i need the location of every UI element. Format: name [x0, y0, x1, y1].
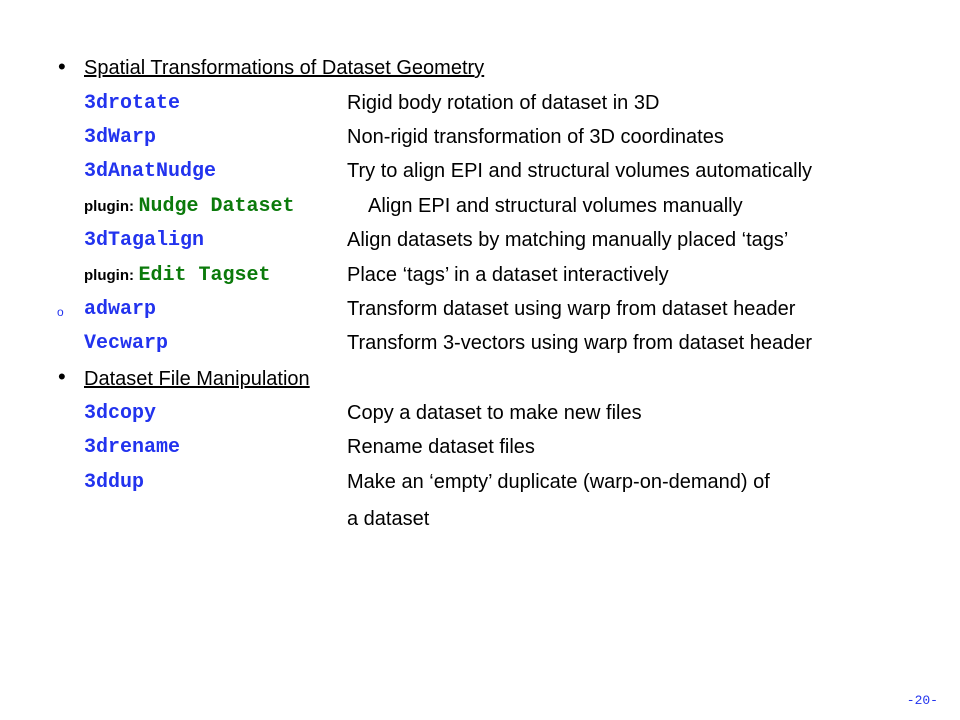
command-description: Align EPI and structural volumes manually [368, 195, 743, 217]
plugin-label [84, 264, 270, 287]
page-number: -20- [906, 693, 938, 708]
command-description: Rigid body rotation of dataset in 3D [347, 92, 660, 114]
sub-bullet-marker: o [57, 305, 64, 319]
command-name: 3dcopy [84, 402, 157, 425]
section-heading-file-manipulation: Dataset File Manipulation [84, 368, 310, 390]
command-description: Try to align EPI and structural volumes automatically [347, 160, 813, 182]
list-item [84, 471, 944, 499]
command-description: Copy a dataset to make new files [347, 402, 642, 424]
plugin-prefix: plugin: [84, 198, 134, 215]
plugin-label [84, 195, 294, 218]
list-item [84, 126, 944, 154]
list-item [84, 436, 944, 464]
command-description: Place ‘tags’ in a dataset interactively [347, 264, 669, 286]
description-continuation: a dataset [347, 508, 430, 530]
section-heading-spatial: Spatial Transformations of Dataset Geometry [84, 57, 485, 79]
list-item [84, 264, 944, 292]
bullet-dot: • [58, 54, 66, 79]
command-name: Vecwarp [84, 332, 169, 355]
command-name: adwarp [84, 298, 157, 321]
command-description: Non-rigid transformation of 3D coordinates [347, 126, 724, 148]
command-name: 3dAnatNudge [84, 160, 217, 183]
command-description: Rename dataset files [347, 436, 535, 458]
list-item [84, 92, 944, 120]
command-description: Transform dataset using warp from dataset header [347, 298, 796, 320]
plugin-name: Edit Tagset [138, 264, 271, 287]
list-item [84, 229, 944, 257]
command-name: 3dWarp [84, 126, 157, 149]
command-description: Align datasets by matching manually placed ‘tags’ [347, 229, 789, 251]
command-description: Make an ‘empty’ duplicate (warp-on-demand) of [347, 471, 770, 493]
plugin-prefix: plugin: [84, 267, 134, 284]
command-name: 3ddup [84, 471, 145, 494]
command-name: 3drotate [84, 92, 181, 115]
list-item [84, 298, 944, 326]
command-name: 3drename [84, 436, 181, 459]
list-item [84, 195, 944, 223]
command-description: Transform 3-vectors using warp from dataset header [347, 332, 813, 354]
plugin-name: Nudge Dataset [138, 195, 295, 218]
list-item [84, 402, 944, 430]
list-item [84, 160, 944, 188]
list-item [84, 332, 944, 360]
bullet-dot: • [58, 364, 66, 389]
command-name: 3dTagalign [84, 229, 205, 252]
